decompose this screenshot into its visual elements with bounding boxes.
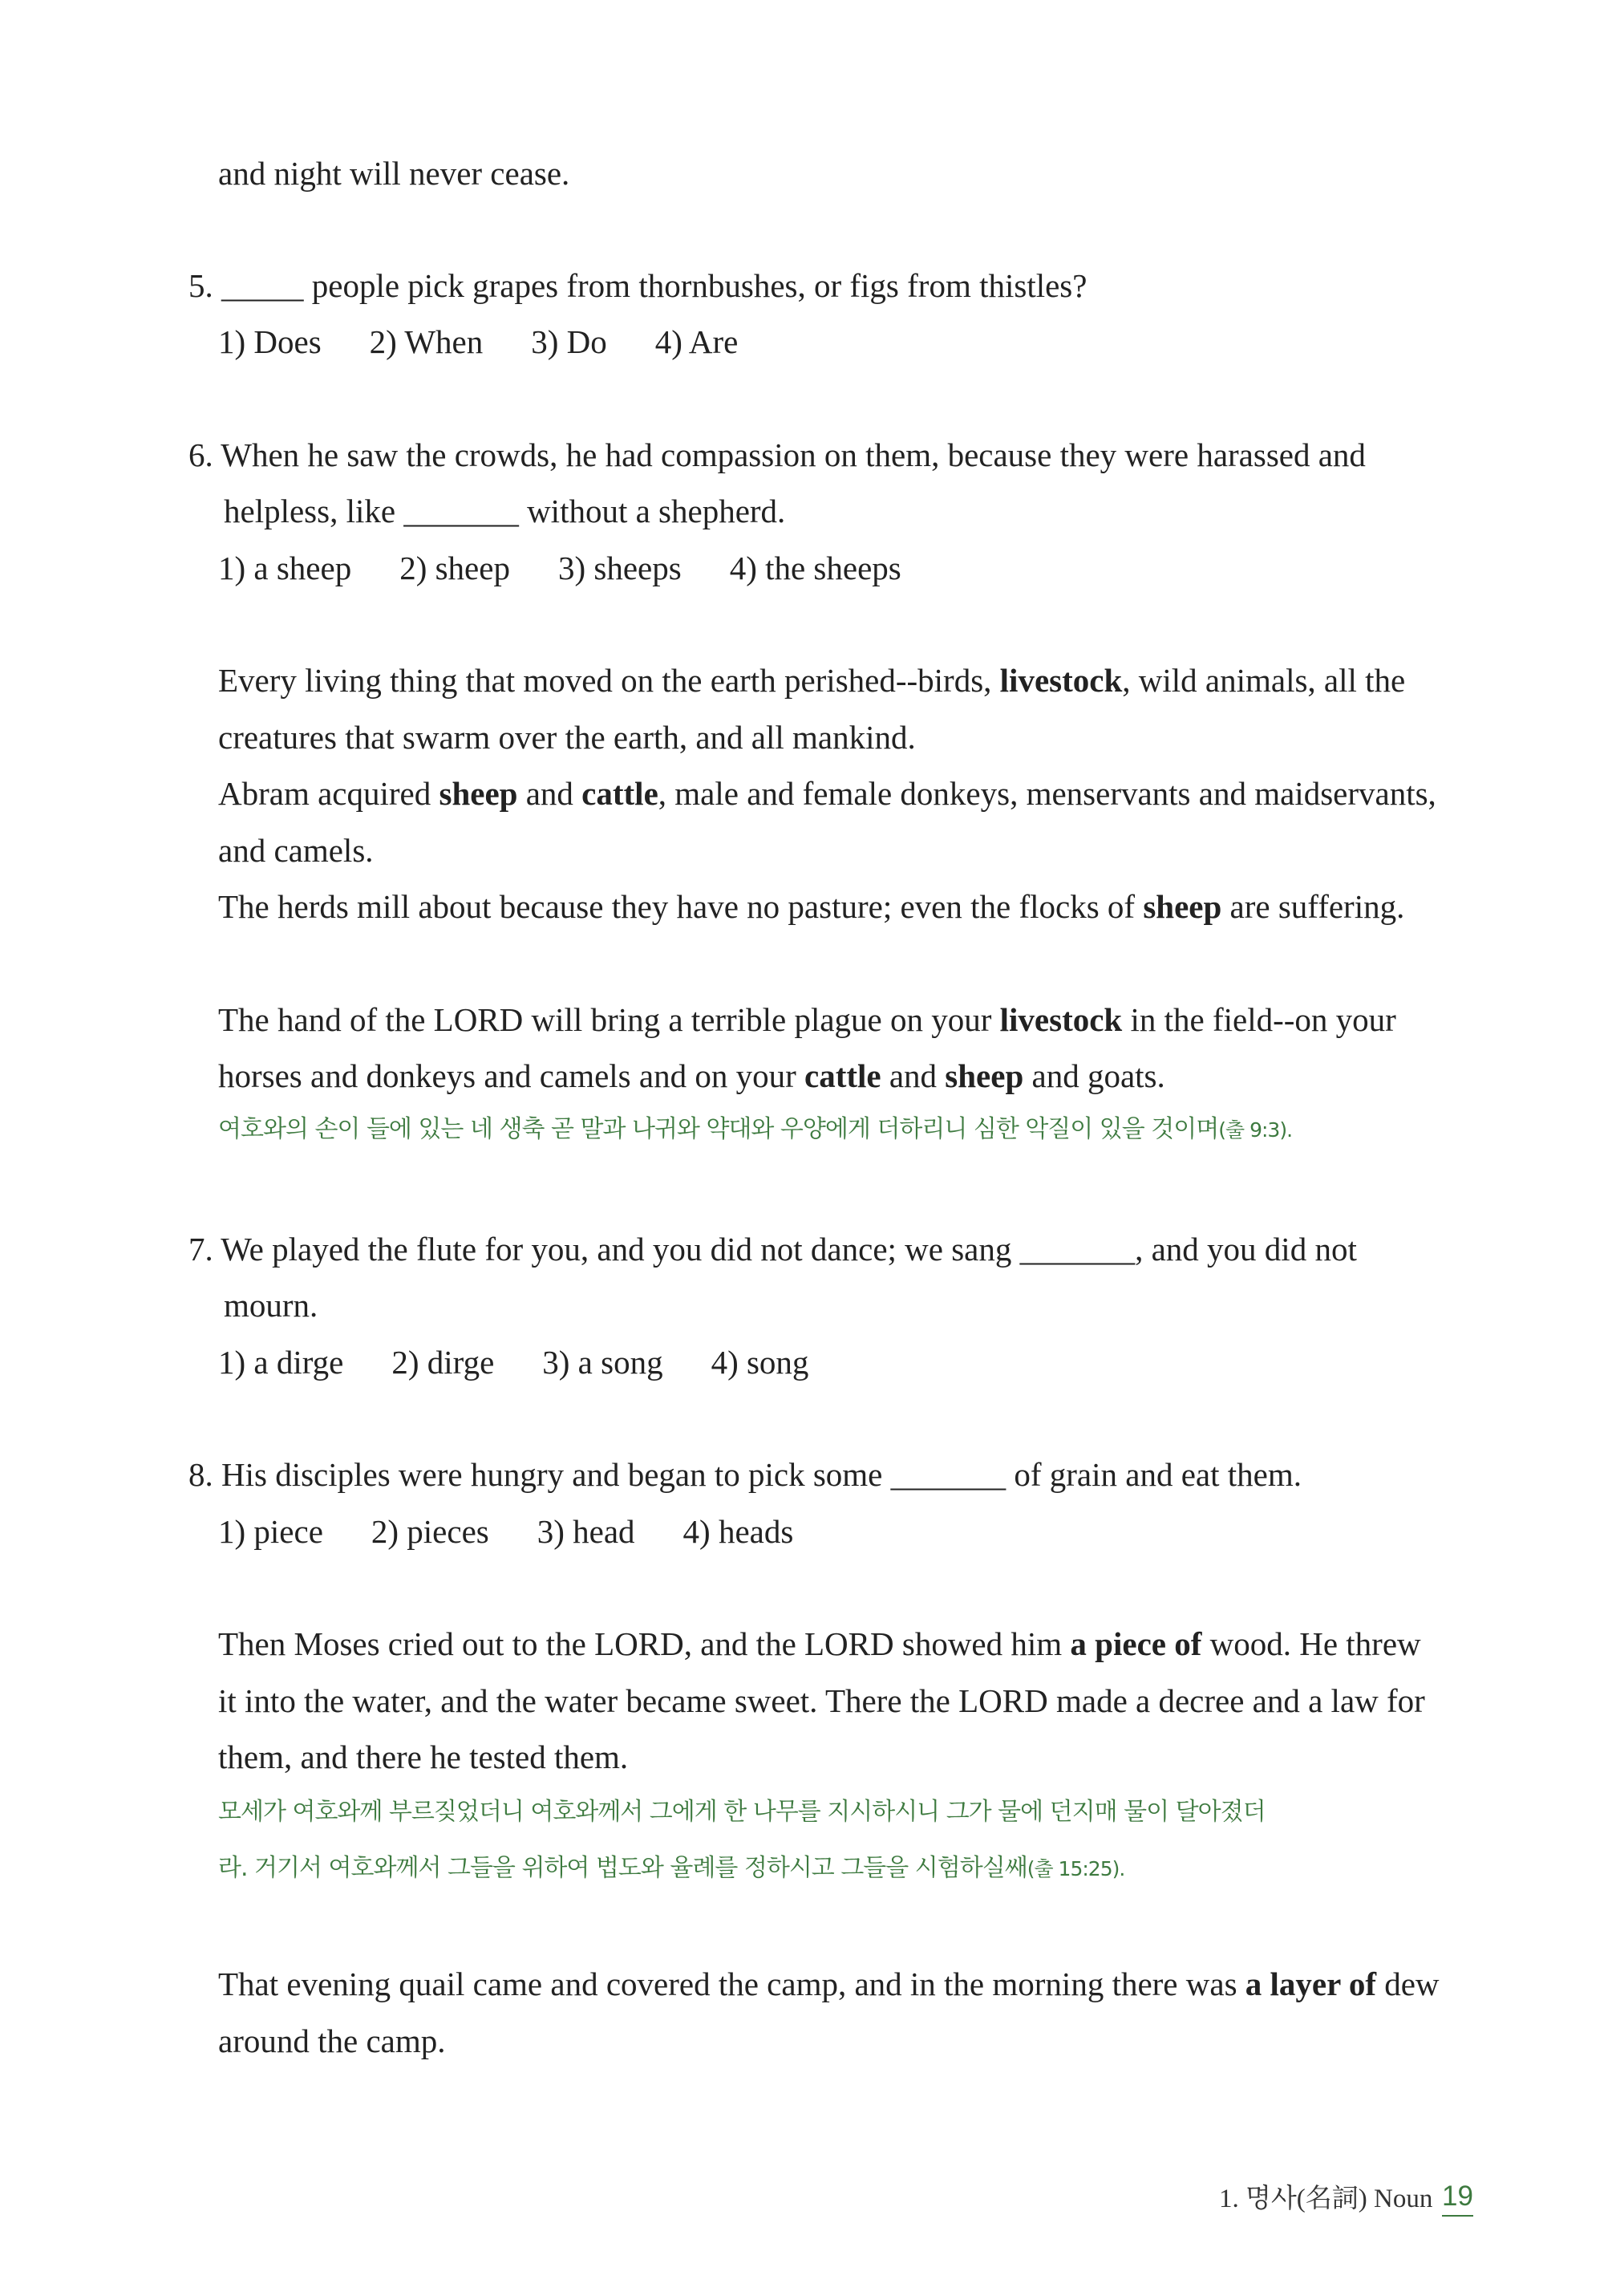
question-6-stem: 6. When he saw the crowds, he had compassion on them, because they were harassed and: [188, 436, 1366, 473]
example-sentence: it into the water, and the water became sweet. There the LORD made a decree and a law for: [218, 1682, 1425, 1719]
page-number: 19: [1442, 2182, 1473, 2217]
highlighted-word: a piece of: [1070, 1625, 1202, 1662]
option: 3) sheeps: [557, 550, 682, 586]
highlighted-word: sheep: [945, 1057, 1024, 1094]
option: 1) piece: [218, 1513, 323, 1550]
question-8-options: [218, 1515, 793, 1548]
highlighted-word: sheep: [1143, 888, 1222, 925]
option: 4) heads: [682, 1513, 794, 1550]
option: 3) head: [537, 1513, 635, 1550]
korean-translation: 라. 거기서 여호와께서 그들을 위하여 법도와 율례를 정하시고 그들을 시험하실쌔(출 15:25).: [218, 1854, 1125, 1882]
chapter-label: 1. 명사(名詞) Noun: [1219, 2184, 1433, 2213]
example-sentence: horses and donkeys and camels and on your cattle and sheep and goats.: [218, 1057, 1165, 1094]
question-5-stem: 5. _____ people pick grapes from thornbushes, or figs from thistles?: [188, 267, 1087, 304]
question-7-options: [218, 1346, 808, 1379]
option: 2) pieces: [371, 1513, 489, 1550]
korean-translation: 여호와의 손이 들에 있는 네 생축 곧 말과 나귀와 약대와 우양에게 더하리니 심한 악질이 있을 것이며(출 9:3).: [218, 1115, 1293, 1143]
question-6-options: [218, 552, 901, 585]
option: 4) the sheeps: [729, 550, 901, 586]
scripture-reference: (출 15:25).: [1027, 1857, 1125, 1880]
example-sentence: and camels.: [218, 832, 374, 869]
question-8-stem: 8. His disciples were hungry and began to pick some _______ of grain and eat them.: [188, 1456, 1302, 1493]
option: 3) Do: [531, 323, 607, 360]
example-sentence: creatures that swarm over the earth, and all mankind.: [218, 719, 916, 756]
example-sentence: around the camp.: [218, 2022, 446, 2059]
option: 2) dirge: [391, 1344, 495, 1381]
option: 3) a song: [542, 1344, 663, 1381]
highlighted-word: cattle: [581, 775, 658, 812]
question-7-stem-cont: mourn.: [224, 1287, 318, 1324]
example-sentence: That evening quail came and covered the camp, and in the morning there was a layer of dew: [218, 1965, 1440, 2002]
example-sentence: The herds mill about because they have no pasture; even the flocks of sheep are suffering.: [218, 888, 1405, 925]
option: 1) Does: [218, 323, 322, 360]
example-sentence: The hand of the LORD will bring a terrible plague on your livestock in the field--on your: [218, 1001, 1396, 1038]
highlighted-word: livestock: [999, 662, 1123, 699]
scripture-reference: (출 9:3).: [1218, 1118, 1293, 1142]
option: 1) a dirge: [218, 1344, 344, 1381]
highlighted-word: cattle: [804, 1057, 881, 1094]
question-7-stem: 7. We played the flute for you, and you did not dance; we sang _______, and you did not: [188, 1231, 1357, 1268]
example-sentence: Then Moses cried out to the LORD, and the LORD showed him a piece of wood. He threw: [218, 1625, 1421, 1662]
example-sentence: Abram acquired sheep and cattle, male and female donkeys, menservants and maidservants,: [218, 775, 1436, 812]
option: 4) song: [711, 1344, 809, 1381]
option: 2) sheep: [399, 550, 510, 586]
option: 1) a sheep: [218, 550, 352, 586]
option: 2) When: [369, 323, 484, 360]
option: 4) Are: [654, 323, 739, 360]
highlighted-word: a layer of: [1245, 1965, 1376, 2002]
korean-translation: 모세가 여호와께 부르짖었더니 여호와께서 그에게 한 나무를 지시하시니 그가 물에 던지매 물이 달아졌더: [218, 1798, 1266, 1826]
highlighted-word: sheep: [439, 775, 518, 812]
example-sentence: them, and there he tested them.: [218, 1738, 629, 1775]
example-sentence: Every living thing that moved on the earth perished--birds, livestock, wild animals, all the: [218, 662, 1406, 699]
question-5-options: [218, 323, 739, 360]
highlighted-word: livestock: [999, 1001, 1123, 1038]
question-6-stem-cont: helpless, like _______ without a shepherd.: [224, 493, 786, 529]
verse-line: and night will never cease.: [218, 155, 570, 192]
